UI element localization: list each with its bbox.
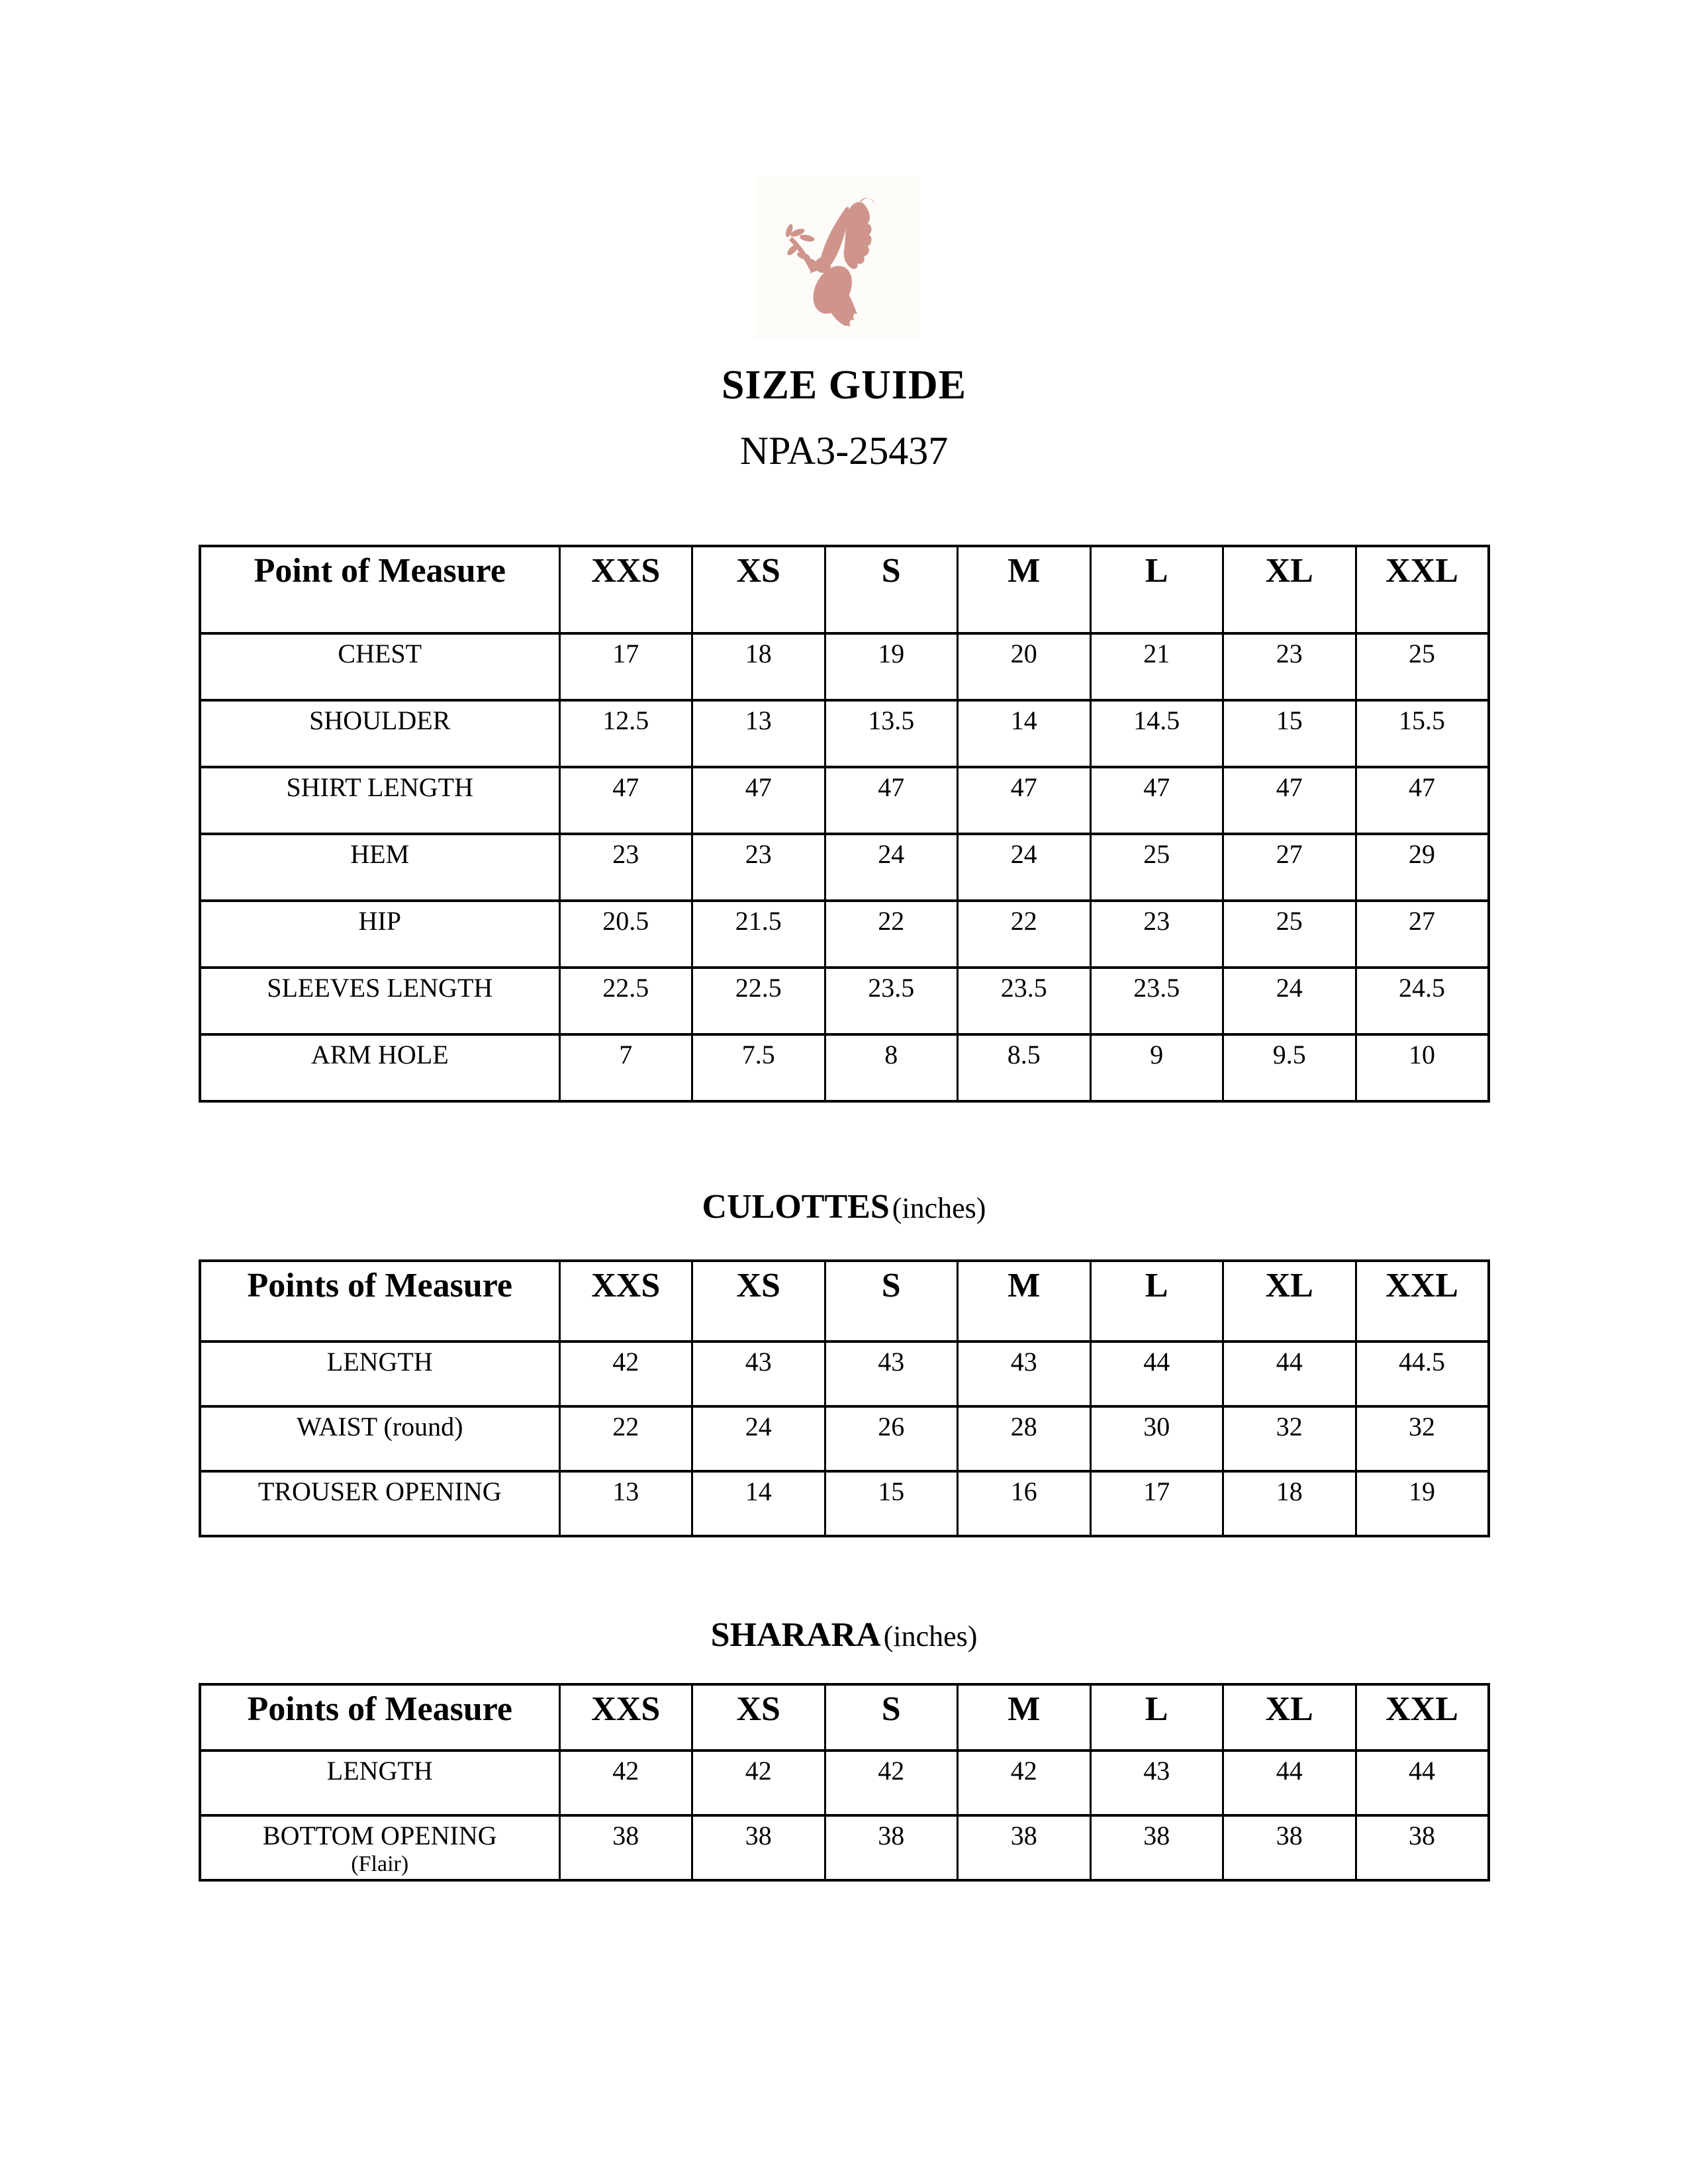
size-value-cell: 42 xyxy=(958,1751,1091,1815)
size-column-header: L xyxy=(1090,1261,1223,1342)
points-of-measure-header: Point of Measure xyxy=(200,546,559,633)
size-value-cell: 24 xyxy=(825,834,958,901)
size-value-cell: 23 xyxy=(1223,633,1356,700)
table-row xyxy=(200,834,1489,901)
size-value-cell: 47 xyxy=(1356,767,1489,834)
measure-label: BOTTOM OPENING xyxy=(262,1821,497,1850)
size-column-header: XXL xyxy=(1356,546,1489,633)
size-value-cell: 29 xyxy=(1356,834,1489,901)
section-title-sharara-unit: (inches) xyxy=(883,1620,978,1653)
size-value-cell: 42 xyxy=(559,1342,692,1406)
size-table-header-row xyxy=(200,1684,1489,1751)
size-value-cell: 23.5 xyxy=(958,968,1091,1034)
size-value-cell: 22 xyxy=(825,901,958,968)
measure-label: HEM xyxy=(350,839,410,869)
size-table-shirt xyxy=(199,545,1490,1103)
size-column-header: L xyxy=(1090,1684,1223,1751)
size-value-cell: 24.5 xyxy=(1356,968,1489,1034)
size-value-cell: 22.5 xyxy=(692,968,825,1034)
size-value-cell: 23.5 xyxy=(825,968,958,1034)
measure-label: LENGTH xyxy=(326,1347,433,1377)
dove-shape xyxy=(784,198,875,326)
size-value-cell: 15 xyxy=(1223,700,1356,767)
size-value-cell: 19 xyxy=(825,633,958,700)
size-value-cell: 17 xyxy=(559,633,692,700)
size-value-cell: 25 xyxy=(1090,834,1223,901)
table-row xyxy=(200,767,1489,834)
measure-label-cell xyxy=(200,1471,559,1536)
size-column-header: M xyxy=(958,1684,1091,1751)
measure-label-cell xyxy=(200,1342,559,1406)
size-value-cell: 38 xyxy=(1223,1815,1356,1880)
size-value-cell: 30 xyxy=(1090,1406,1223,1471)
size-value-cell: 47 xyxy=(825,767,958,834)
size-value-cell: 24 xyxy=(692,1406,825,1471)
size-value-cell: 24 xyxy=(1223,968,1356,1034)
page-title: SIZE GUIDE xyxy=(721,363,967,408)
size-value-cell: 43 xyxy=(692,1342,825,1406)
size-value-cell: 9.5 xyxy=(1223,1034,1356,1101)
table-row xyxy=(200,968,1489,1034)
size-value-cell: 47 xyxy=(1223,767,1356,834)
section-title-culottes-unit: (inches) xyxy=(892,1192,986,1224)
size-column-header: L xyxy=(1090,546,1223,633)
size-value-cell: 44 xyxy=(1356,1751,1489,1815)
dove-with-olive-branch-icon xyxy=(782,189,893,327)
size-value-cell: 15 xyxy=(825,1471,958,1536)
size-column-header: XXS xyxy=(559,1684,692,1751)
size-column-header: XXL xyxy=(1356,1684,1489,1751)
size-value-cell: 7 xyxy=(559,1034,692,1101)
size-column-header: XS xyxy=(692,1261,825,1342)
size-column-header: M xyxy=(958,546,1091,633)
measure-label-cell xyxy=(200,633,559,700)
size-column-header: XL xyxy=(1223,546,1356,633)
size-value-cell: 21.5 xyxy=(692,901,825,968)
measure-label: CHEST xyxy=(338,639,422,668)
measure-label-cell xyxy=(200,700,559,767)
size-value-cell: 38 xyxy=(1356,1815,1489,1880)
measure-label-cell xyxy=(200,1034,559,1101)
measure-label: SLEEVES LENGTH xyxy=(267,973,493,1003)
size-column-header: XXS xyxy=(559,1261,692,1342)
section-title-culottes-text: CULOTTES xyxy=(702,1188,890,1226)
size-value-cell: 38 xyxy=(825,1815,958,1880)
size-value-cell: 18 xyxy=(692,633,825,700)
size-value-cell: 38 xyxy=(559,1815,692,1880)
size-value-cell: 22 xyxy=(958,901,1091,968)
measure-label: LENGTH xyxy=(326,1756,433,1786)
size-value-cell: 24 xyxy=(958,834,1091,901)
size-value-cell: 38 xyxy=(692,1815,825,1880)
size-value-cell: 27 xyxy=(1356,901,1489,968)
size-table-culottes xyxy=(199,1259,1490,1537)
size-value-cell: 32 xyxy=(1356,1406,1489,1471)
measure-label: HIP xyxy=(358,906,401,936)
size-value-cell: 13 xyxy=(559,1471,692,1536)
size-value-cell: 23 xyxy=(559,834,692,901)
size-value-cell: 44 xyxy=(1223,1751,1356,1815)
size-value-cell: 25 xyxy=(1223,901,1356,968)
size-value-cell: 43 xyxy=(958,1342,1091,1406)
points-of-measure-header: Points of Measure xyxy=(200,1684,559,1751)
measure-label-cell xyxy=(200,834,559,901)
table-row xyxy=(200,1406,1489,1471)
measure-label: SHIRT LENGTH xyxy=(286,772,473,802)
size-value-cell: 20.5 xyxy=(559,901,692,968)
measure-label: WAIST (round) xyxy=(297,1412,463,1441)
size-value-cell: 38 xyxy=(1090,1815,1223,1880)
size-value-cell: 47 xyxy=(1090,767,1223,834)
size-value-cell: 25 xyxy=(1356,633,1489,700)
size-column-header: S xyxy=(825,546,958,633)
size-value-cell: 19 xyxy=(1356,1471,1489,1536)
size-table-header-row xyxy=(200,1261,1489,1342)
table-row xyxy=(200,633,1489,700)
size-value-cell: 26 xyxy=(825,1406,958,1471)
measure-label-cell xyxy=(200,1815,559,1880)
size-value-cell: 23 xyxy=(692,834,825,901)
size-value-cell: 43 xyxy=(825,1342,958,1406)
size-value-cell: 38 xyxy=(958,1815,1091,1880)
size-column-header: XL xyxy=(1223,1684,1356,1751)
size-column-header: S xyxy=(825,1684,958,1751)
measure-label-cell xyxy=(200,767,559,834)
size-value-cell: 44 xyxy=(1223,1342,1356,1406)
table-row xyxy=(200,1342,1489,1406)
size-value-cell: 23 xyxy=(1090,901,1223,968)
size-value-cell: 28 xyxy=(958,1406,1091,1471)
size-value-cell: 44.5 xyxy=(1356,1342,1489,1406)
measure-label: TROUSER OPENING xyxy=(258,1477,502,1506)
size-value-cell: 42 xyxy=(559,1751,692,1815)
measure-label-cell xyxy=(200,1406,559,1471)
measure-label-cell xyxy=(200,901,559,968)
measure-label-sub: (Flair) xyxy=(351,1852,409,1876)
size-value-cell: 20 xyxy=(958,633,1091,700)
size-value-cell: 13.5 xyxy=(825,700,958,767)
size-value-cell: 18 xyxy=(1223,1471,1356,1536)
size-value-cell: 44 xyxy=(1090,1342,1223,1406)
size-column-header: XS xyxy=(692,1684,825,1751)
table-row xyxy=(200,901,1489,968)
size-value-cell: 32 xyxy=(1223,1406,1356,1471)
size-table-header-row xyxy=(200,546,1489,633)
size-value-cell: 21 xyxy=(1090,633,1223,700)
size-value-cell: 8 xyxy=(825,1034,958,1101)
section-title-culottes xyxy=(0,1188,1688,1226)
size-value-cell: 27 xyxy=(1223,834,1356,901)
size-value-cell: 13 xyxy=(692,700,825,767)
measure-label: SHOULDER xyxy=(309,705,451,735)
size-value-cell: 15.5 xyxy=(1356,700,1489,767)
size-value-cell: 17 xyxy=(1090,1471,1223,1536)
table-row xyxy=(200,1034,1489,1101)
size-value-cell: 43 xyxy=(1090,1751,1223,1815)
size-table-sharara xyxy=(199,1683,1490,1882)
size-value-cell: 9 xyxy=(1090,1034,1223,1101)
size-column-header: XL xyxy=(1223,1261,1356,1342)
table-row xyxy=(200,1471,1489,1536)
size-column-header: S xyxy=(825,1261,958,1342)
size-value-cell: 47 xyxy=(692,767,825,834)
size-value-cell: 47 xyxy=(559,767,692,834)
measure-label-cell xyxy=(200,1751,559,1815)
measure-label-cell xyxy=(200,968,559,1034)
size-value-cell: 42 xyxy=(825,1751,958,1815)
size-value-cell: 16 xyxy=(958,1471,1091,1536)
table-row xyxy=(200,700,1489,767)
size-value-cell: 22 xyxy=(559,1406,692,1471)
style-code: NPA3-25437 xyxy=(739,429,949,473)
size-column-header: XS xyxy=(692,546,825,633)
size-value-cell: 14 xyxy=(692,1471,825,1536)
table-row xyxy=(200,1815,1489,1880)
size-value-cell: 14.5 xyxy=(1090,700,1223,767)
size-value-cell: 47 xyxy=(958,767,1091,834)
size-value-cell: 23.5 xyxy=(1090,968,1223,1034)
points-of-measure-header: Points of Measure xyxy=(200,1261,559,1342)
size-value-cell: 10 xyxy=(1356,1034,1489,1101)
size-value-cell: 7.5 xyxy=(692,1034,825,1101)
size-value-cell: 8.5 xyxy=(958,1034,1091,1101)
size-value-cell: 12.5 xyxy=(559,700,692,767)
table-row xyxy=(200,1751,1489,1815)
size-value-cell: 42 xyxy=(692,1751,825,1815)
brand-logo xyxy=(755,176,920,340)
size-value-cell: 14 xyxy=(958,700,1091,767)
size-value-cell: 22.5 xyxy=(559,968,692,1034)
size-column-header: XXL xyxy=(1356,1261,1489,1342)
size-column-header: XXS xyxy=(559,546,692,633)
section-title-sharara-text: SHARARA xyxy=(710,1616,881,1654)
size-column-header: M xyxy=(958,1261,1091,1342)
measure-label: ARM HOLE xyxy=(310,1040,449,1069)
section-title-sharara xyxy=(0,1616,1688,1654)
